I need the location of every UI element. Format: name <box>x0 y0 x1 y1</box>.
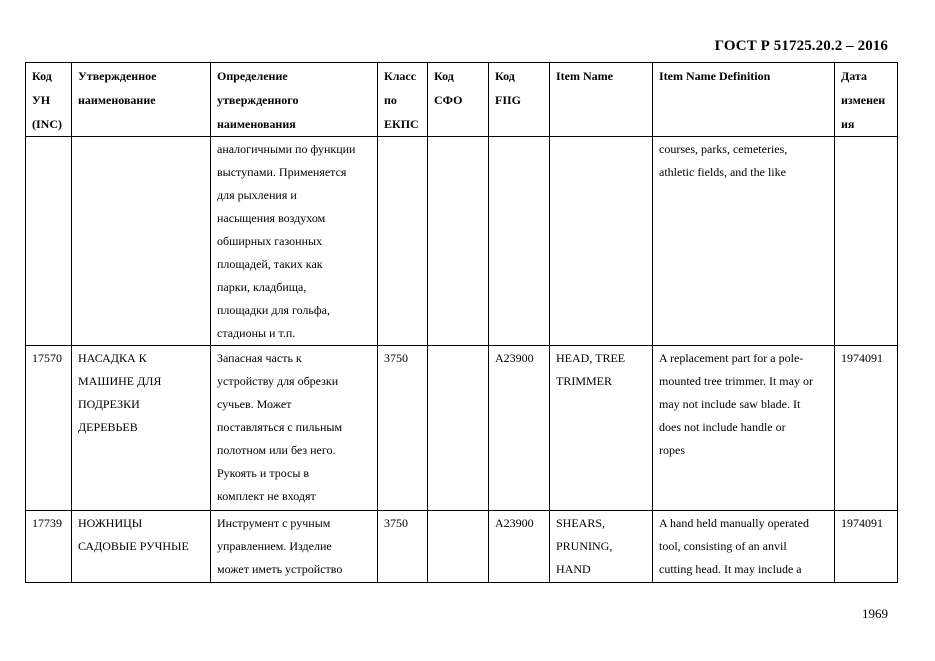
header-text: Код <box>495 69 515 83</box>
header-ekps-class <box>378 63 428 137</box>
header-item-name-definition <box>653 63 835 137</box>
document-code: ГОСТ Р 51725.20.2 – 2016 <box>714 38 888 54</box>
cell-item-name <box>550 346 653 511</box>
header-text: (INC) <box>32 117 62 131</box>
cell-text: mounted tree trimmer. It may or <box>659 374 813 388</box>
table-row <box>26 137 898 346</box>
header-text: изменен <box>841 93 886 107</box>
cell-item-name <box>550 137 653 346</box>
cell-text: athletic fields, and the like <box>659 165 786 179</box>
table-header-row <box>26 63 898 137</box>
header-item-name <box>550 63 653 137</box>
cell-text: поставляться с пильным <box>217 420 343 434</box>
cell-text: 17739 <box>32 516 62 530</box>
cell-ekps-class <box>378 346 428 511</box>
cell-text: 1974091 <box>841 516 883 530</box>
cell-text: насыщения воздухом <box>217 211 326 225</box>
cell-definition <box>211 137 378 346</box>
cell-item-name-definition <box>653 137 835 346</box>
cell-text: 1974091 <box>841 351 883 365</box>
cell-definition <box>211 346 378 511</box>
cell-text: сучьев. Может <box>217 397 292 411</box>
cell-text: САДОВЫЕ РУЧНЫЕ <box>78 539 189 553</box>
cell-sfo-code <box>428 511 489 583</box>
header-text: по <box>384 93 397 107</box>
cell-text: PRUNING, <box>556 539 613 553</box>
cell-fiig-code <box>489 511 550 583</box>
cell-change-date <box>835 137 898 346</box>
cell-ekps-class <box>378 511 428 583</box>
cell-text: HAND <box>556 562 591 576</box>
cell-text: Запасная часть к <box>217 351 302 365</box>
cell-change-date <box>835 511 898 583</box>
cell-text: ДЕРЕВЬЕВ <box>78 420 138 434</box>
cell-text: парки, кладбища, <box>217 280 307 294</box>
header-text: ия <box>841 117 855 131</box>
cell-text: may not include saw blade. It <box>659 397 801 411</box>
header-text: ЕКПС <box>384 117 419 131</box>
cell-text: может иметь устройство <box>217 562 343 576</box>
header-inc-code <box>26 63 72 137</box>
cell-text: устройству для обрезки <box>217 374 339 388</box>
header-definition <box>211 63 378 137</box>
header-text: наименование <box>78 93 156 107</box>
header-fiig-code <box>489 63 550 137</box>
cell-approved-name <box>72 346 211 511</box>
table-row <box>26 346 898 511</box>
table-body <box>26 137 898 583</box>
cell-text: площадей, таких как <box>217 257 323 271</box>
cell-fiig-code <box>489 137 550 346</box>
header-text: Item Name <box>556 69 613 83</box>
cell-text: управлением. Изделие <box>217 539 332 553</box>
cell-inc-code <box>26 511 72 583</box>
header-text: СФО <box>434 93 463 107</box>
cell-text: комплект не входят <box>217 489 316 503</box>
header-text: Код <box>32 69 52 83</box>
cell-text: SHEARS, <box>556 516 606 530</box>
cell-text: стадионы и т.п. <box>217 326 296 340</box>
cell-text: аналогичными по функции <box>217 142 356 156</box>
cell-item-name <box>550 511 653 583</box>
header-text: Item Name Definition <box>659 69 771 83</box>
cell-ekps-class <box>378 137 428 346</box>
header-text: Утвержденное <box>78 69 157 83</box>
cell-text: обширных газонных <box>217 234 323 248</box>
cell-text: 3750 <box>384 516 408 530</box>
cell-text: A23900 <box>495 516 534 530</box>
cell-sfo-code <box>428 346 489 511</box>
header-approved-name <box>72 63 211 137</box>
cell-text: 17570 <box>32 351 62 365</box>
cell-change-date <box>835 346 898 511</box>
cell-text: площадки для гольфа, <box>217 303 330 317</box>
header-text: наименования <box>217 117 296 131</box>
cell-text: Инструмент с ручным <box>217 516 331 530</box>
page-number: 1969 <box>862 606 888 621</box>
cell-text: A replacement part for a pole- <box>659 351 804 365</box>
cell-definition <box>211 511 378 583</box>
cell-text: A hand held manually operated <box>659 516 809 530</box>
cell-text: TRIMMER <box>556 374 613 388</box>
cell-text: tool, consisting of an anvil <box>659 539 787 553</box>
cell-item-name-definition <box>653 511 835 583</box>
data-table <box>25 62 898 583</box>
cell-text: полотном или без него. <box>217 443 336 457</box>
cell-inc-code <box>26 137 72 346</box>
cell-text: HEAD, TREE <box>556 351 626 365</box>
cell-text: для рыхления и <box>217 188 297 202</box>
header-text: Определение <box>217 69 288 83</box>
cell-sfo-code <box>428 137 489 346</box>
cell-text: courses, parks, cemeteries, <box>659 142 788 156</box>
header-text: утвержденного <box>217 93 299 107</box>
cell-text: НОЖНИЦЫ <box>78 516 143 530</box>
table-row <box>26 511 898 583</box>
cell-text: Рукоять и тросы в <box>217 466 310 480</box>
cell-fiig-code <box>489 346 550 511</box>
cell-approved-name <box>72 511 211 583</box>
cell-text: A23900 <box>495 351 534 365</box>
cell-text: ПОДРЕЗКИ <box>78 397 140 411</box>
cell-text: МАШИНЕ ДЛЯ <box>78 374 162 388</box>
header-text: УН <box>32 93 51 107</box>
header-text: Класс <box>384 69 417 83</box>
header-change-date <box>835 63 898 137</box>
header-text: Дата <box>841 69 867 83</box>
cell-text: 3750 <box>384 351 408 365</box>
header-sfo-code <box>428 63 489 137</box>
cell-text: выступами. Применяется <box>217 165 347 179</box>
cell-text: НАСАДКА К <box>78 351 147 365</box>
cell-text: does not include handle or <box>659 420 786 434</box>
cell-inc-code <box>26 346 72 511</box>
cell-approved-name <box>72 137 211 346</box>
header-text: FIIG <box>495 93 522 107</box>
cell-item-name-definition <box>653 346 835 511</box>
cell-text: cutting head. It may include a <box>659 562 802 576</box>
cell-text: ropes <box>659 443 685 457</box>
header-text: Код <box>434 69 454 83</box>
